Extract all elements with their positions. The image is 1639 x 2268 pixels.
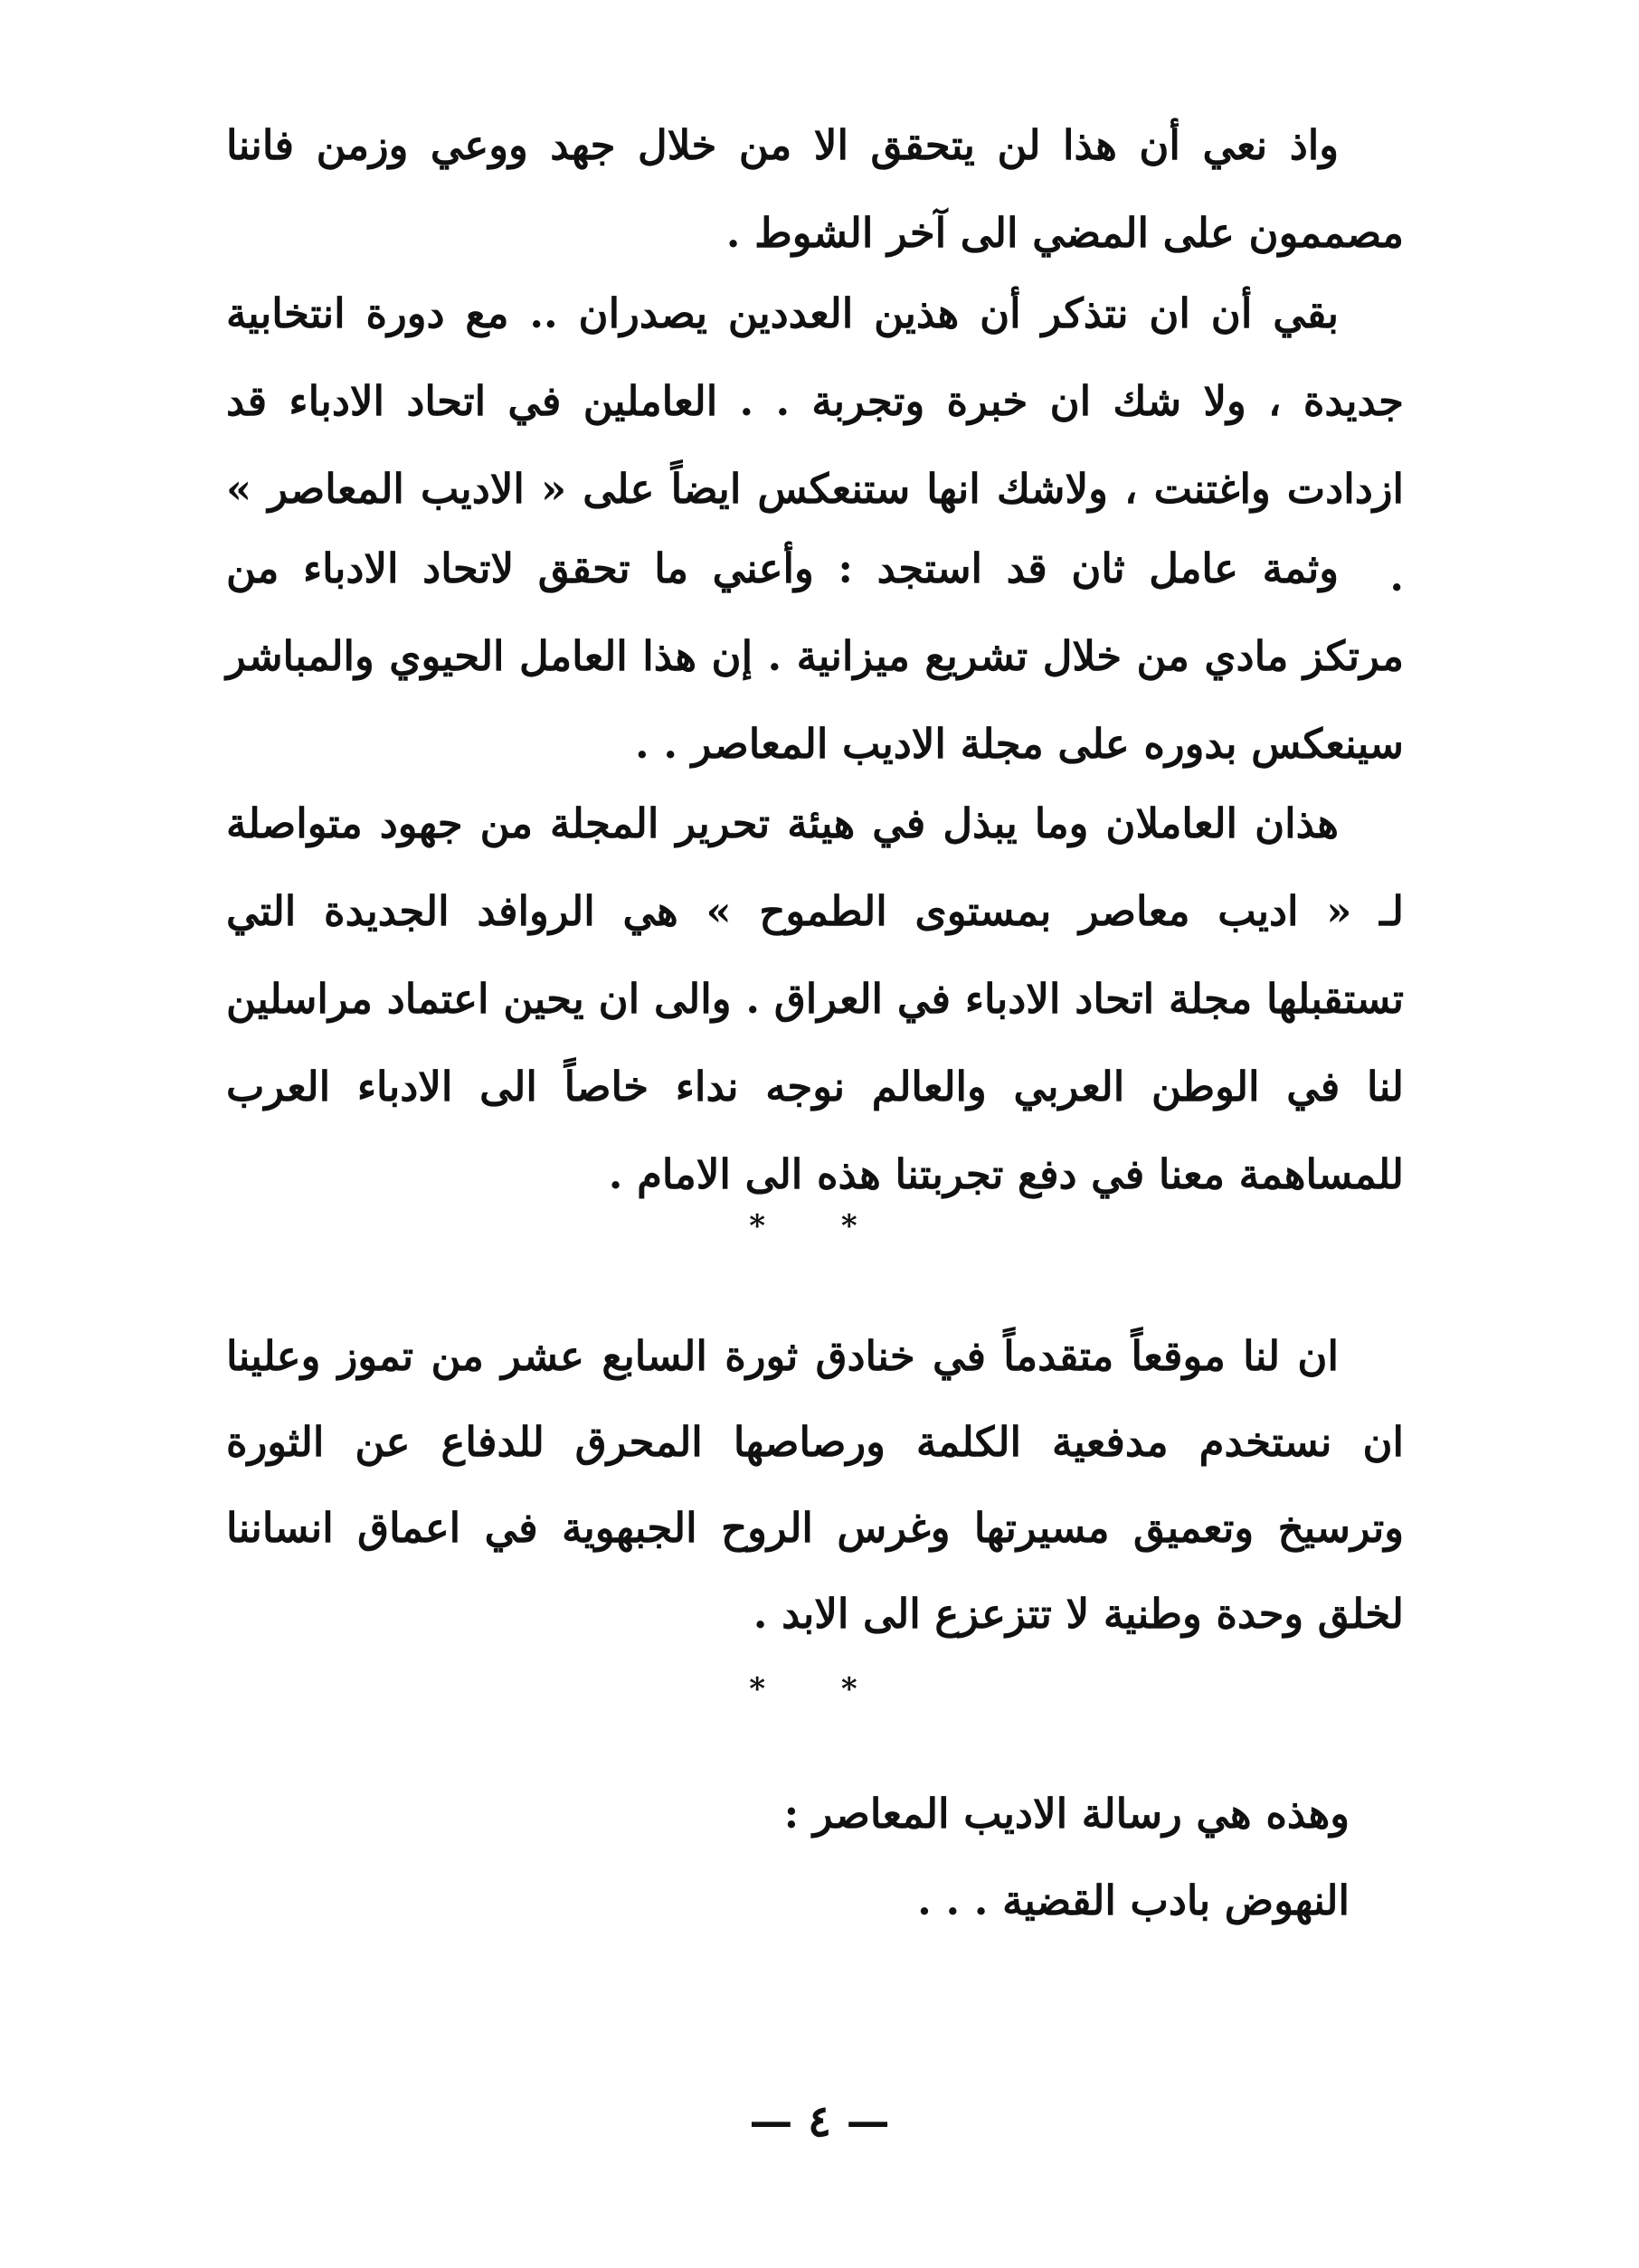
closing-line-1: وهذه هي رسالة الاديب المعاصر : <box>783 1790 1350 1838</box>
section-separator-stars: * * <box>749 1671 890 1707</box>
paragraph-2: بقي أن ان نتذكر أن هذين العددين يصدران .. مع دورة انتخابية جديدة ، ولا شك ان خبرة وتجربة . . العاملين في اتحاد الادباء قد ازدادت واغتنت ، ولاشك انها ستنعكس ايضاً على « الاديب المعاصر » . <box>226 289 1404 600</box>
section-separator-stars: * * <box>749 1208 890 1244</box>
paragraph-3: وثمة عامل ثان قد استجد : وأعني ما تحقق لاتحاد الادباء من مرتكز مادي من خلال تشريع ميزانية . إن هذا العامل الحيوي والمباشر سينعكس بدوره على مجلة الاديب المعاصر . . <box>226 544 1404 768</box>
page-number: — ٤ — <box>749 2096 890 2147</box>
closing-line-2: النهوض بادب القضية . . . <box>917 1876 1350 1924</box>
paragraph-4: هذان العاملان وما يبذل في هيئة تحرير المجلة من جهود متواصلة لـ « اديب معاصر بمستوى الطموح » هي الروافد الجديدة التي تستقبلها مجلة اتحاد الادباء في العراق . والى ان يحين اعتماد مراسلين لنا في الوطن العربي والعالم نوجه نداء خاصاً الى الادباء العرب للمساهمة معنا في دفع تجربتنا هذه الى الامام . <box>226 799 1404 1198</box>
paragraph-5: ان لنا موقعاً متقدماً في خنادق ثورة السابع عشر من تموز وعلينا ان نستخدم مدفعية الكلمة ورصاصها المحرق للدفاع عن الثورة وترسيخ وتعميق مسيرتها وغرس الروح الجبهوية في اعماق انساننا لخلق وحدة وطنية لا تتزعزع الى الابد . <box>226 1332 1404 1638</box>
paragraph-1: واذ نعي أن هذا لن يتحقق الا من خلال جهد ووعي وزمن فاننا مصممون على المضي الى آخر الشوط . <box>226 121 1404 257</box>
